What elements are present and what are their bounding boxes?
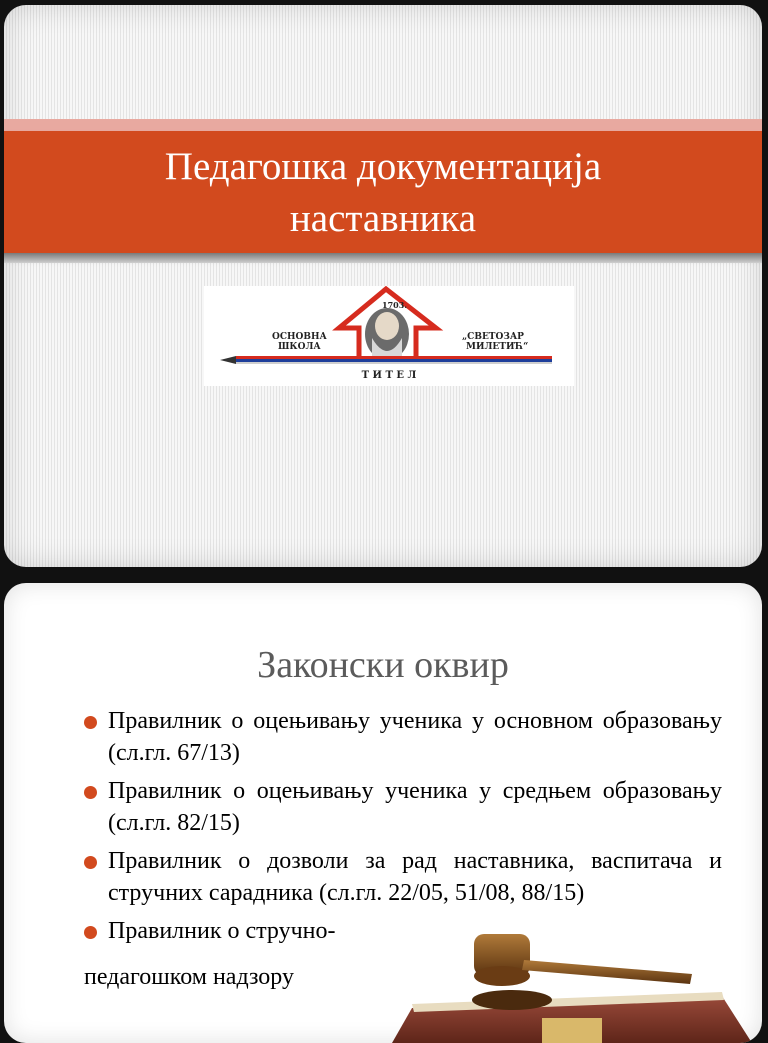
slide-title-line-1: Педагошка документација xyxy=(164,145,602,188)
title-band-highlight xyxy=(4,119,762,131)
logo-right-text-2: МИЛЕТИЋ“ xyxy=(466,342,529,352)
logo-bottom-text: Т И Т Е Л xyxy=(361,370,417,381)
bullet-dot-icon xyxy=(84,786,97,799)
logo-year: 1703. xyxy=(382,300,408,310)
bullet-text: Правилник о дозволи за рад наставника, васпитача и стручних сарадника (сл.гл. 22/05, 51/08, 88/15) xyxy=(108,848,722,906)
bullet-continuation: педагошком надзору xyxy=(84,964,294,990)
bullet-item xyxy=(84,915,388,947)
gavel-icon xyxy=(392,918,762,1043)
title-band-shadow xyxy=(4,253,762,263)
bullet-text: Правилник о стручно- xyxy=(108,918,336,944)
bullet-item xyxy=(84,705,722,769)
school-logo-graphic xyxy=(204,286,574,386)
legal-framework-title: Законски оквир xyxy=(257,644,509,686)
logo-left-text-2: ШКОЛА xyxy=(278,342,321,352)
school-logo xyxy=(204,286,574,386)
slide-title-line-2: наставника xyxy=(289,197,477,240)
bullet-item xyxy=(84,775,722,839)
bullet-list xyxy=(84,705,722,953)
gavel-book-image xyxy=(392,918,762,1043)
logo-left-text-1: ОСНОВНА xyxy=(272,332,327,342)
bullet-item xyxy=(84,845,722,909)
bullet-text: Правилник о оцењивању ученика у средњем образовању (сл.гл. 82/15) xyxy=(108,778,722,836)
bullet-text: Правилник о оцењивању ученика у основном образовању (сл.гл. 67/13) xyxy=(108,708,722,766)
bullet-dot-icon xyxy=(84,856,97,869)
pencil-tip-icon xyxy=(220,356,236,364)
legal-framework-slide xyxy=(4,583,762,1043)
bullet-dot-icon xyxy=(84,926,97,939)
bullet-dot-icon xyxy=(84,716,97,729)
slide-title xyxy=(4,141,762,245)
logo-right-text-1: „СВЕТОЗАР xyxy=(462,332,524,342)
title-slide xyxy=(4,5,762,567)
